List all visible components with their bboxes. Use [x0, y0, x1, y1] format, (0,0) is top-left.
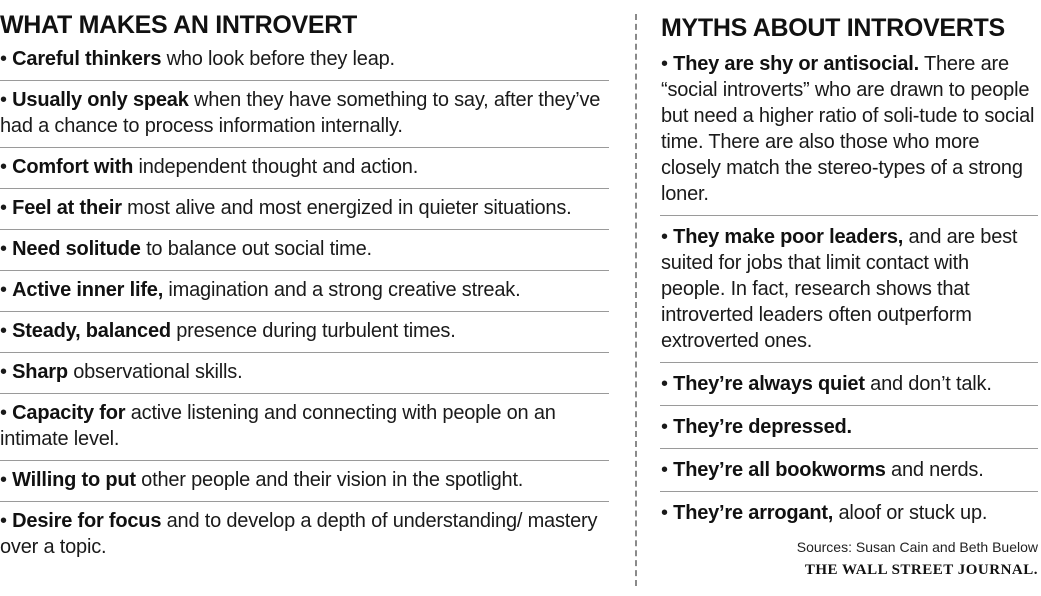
- list-item: [0, 502, 609, 568]
- item-bold-lead: Careful thinkers: [12, 48, 162, 70]
- list-item: [660, 363, 1038, 406]
- bullet: •: [0, 48, 13, 70]
- bullet: •: [0, 402, 13, 424]
- bullet: •: [0, 469, 13, 491]
- item-bold-lead: They’re arrogant,: [673, 502, 834, 524]
- item-text: other people and their vision in the spotlight.: [135, 469, 524, 491]
- item-bold-lead: Active inner life,: [12, 279, 164, 301]
- item-text: when they have something to say, after they’ve had a chance to process information internally.: [0, 89, 601, 137]
- traits-heading: WHAT MAKES AN INTROVERT: [0, 11, 357, 39]
- item-bold-lead: They’re depressed.: [673, 416, 852, 438]
- item-text: who look before they leap.: [161, 48, 395, 70]
- item-bold-lead: Willing to put: [12, 469, 136, 491]
- bullet: •: [0, 320, 13, 342]
- list-item: [660, 492, 1038, 534]
- myths-list: [660, 43, 1038, 534]
- item-bold-lead: They’re all bookworms: [673, 459, 886, 481]
- bullet: •: [661, 53, 674, 75]
- bullet: •: [661, 226, 674, 248]
- item-text: active listening and connecting with people on an intimate level.: [0, 402, 556, 450]
- list-item: [0, 230, 609, 271]
- item-bold-lead: Need solitude: [12, 238, 141, 260]
- bullet: •: [661, 416, 674, 438]
- item-text: to balance out social time.: [140, 238, 372, 260]
- item-bold-lead: Sharp: [12, 361, 68, 383]
- list-item: [0, 271, 609, 312]
- bullet: •: [661, 459, 674, 481]
- list-item: [660, 216, 1038, 363]
- item-text: imagination and a strong creative streak.: [163, 279, 521, 301]
- item-bold-lead: Capacity for: [12, 402, 126, 424]
- list-item: [0, 148, 609, 189]
- item-text: and to develop a depth of understanding/ mastery over a topic.: [0, 510, 598, 558]
- item-bold-lead: They are shy or antisocial.: [673, 53, 919, 75]
- traits-list: [0, 40, 609, 568]
- item-bold-lead: They’re always quiet: [673, 373, 865, 395]
- item-text: There are “social introverts” who are drawn to people but need a higher ratio of soli-tude to social time. There are also those who more closely match the stereo-types of a strong loner.: [661, 53, 1035, 205]
- bullet: •: [661, 502, 674, 524]
- myths-heading: MYTHS ABOUT INTROVERTS: [661, 14, 1005, 42]
- column-divider: [635, 14, 637, 586]
- bullet: •: [0, 197, 13, 219]
- list-item: [0, 353, 609, 394]
- list-item: [0, 189, 609, 230]
- bullet: •: [661, 373, 674, 395]
- item-bold-lead: Desire for focus: [12, 510, 162, 532]
- item-text: most alive and most energized in quieter situations.: [121, 197, 572, 219]
- list-item: [660, 406, 1038, 449]
- bullet: •: [0, 510, 13, 532]
- item-bold-lead: They make poor leaders,: [673, 226, 904, 248]
- introvert-myths-column: [660, 0, 1038, 579]
- list-item: [0, 394, 609, 461]
- item-bold-lead: Usually only speak: [12, 89, 189, 111]
- item-bold-lead: Steady, balanced: [12, 320, 171, 342]
- bullet: •: [0, 279, 13, 301]
- item-text: and nerds.: [885, 459, 984, 481]
- list-item: [0, 81, 609, 148]
- publisher-logo: THE WALL STREET JOURNAL.: [804, 562, 1038, 578]
- item-text: independent thought and action.: [133, 156, 419, 178]
- sources-credit: Sources: Susan Cain and Beth Buelow: [796, 539, 1038, 555]
- bullet: •: [0, 156, 13, 178]
- bullet: •: [0, 238, 13, 260]
- item-text: observational skills.: [67, 361, 243, 383]
- item-bold-lead: Feel at their: [12, 197, 122, 219]
- list-item: [660, 43, 1038, 216]
- list-item: [0, 461, 609, 502]
- list-item: [0, 40, 609, 81]
- item-text: and don’t talk.: [864, 373, 992, 395]
- item-bold-lead: Comfort with: [12, 156, 134, 178]
- item-text: and are best suited for jobs that limit contact with people. In fact, research shows that introverted leaders often outperform extroverted ones.: [661, 226, 1018, 352]
- item-text: presence during turbulent times.: [170, 320, 456, 342]
- bullet: •: [0, 89, 13, 111]
- list-item: [0, 312, 609, 353]
- item-text: aloof or stuck up.: [833, 502, 988, 524]
- bullet: •: [0, 361, 13, 383]
- list-item: [660, 449, 1038, 492]
